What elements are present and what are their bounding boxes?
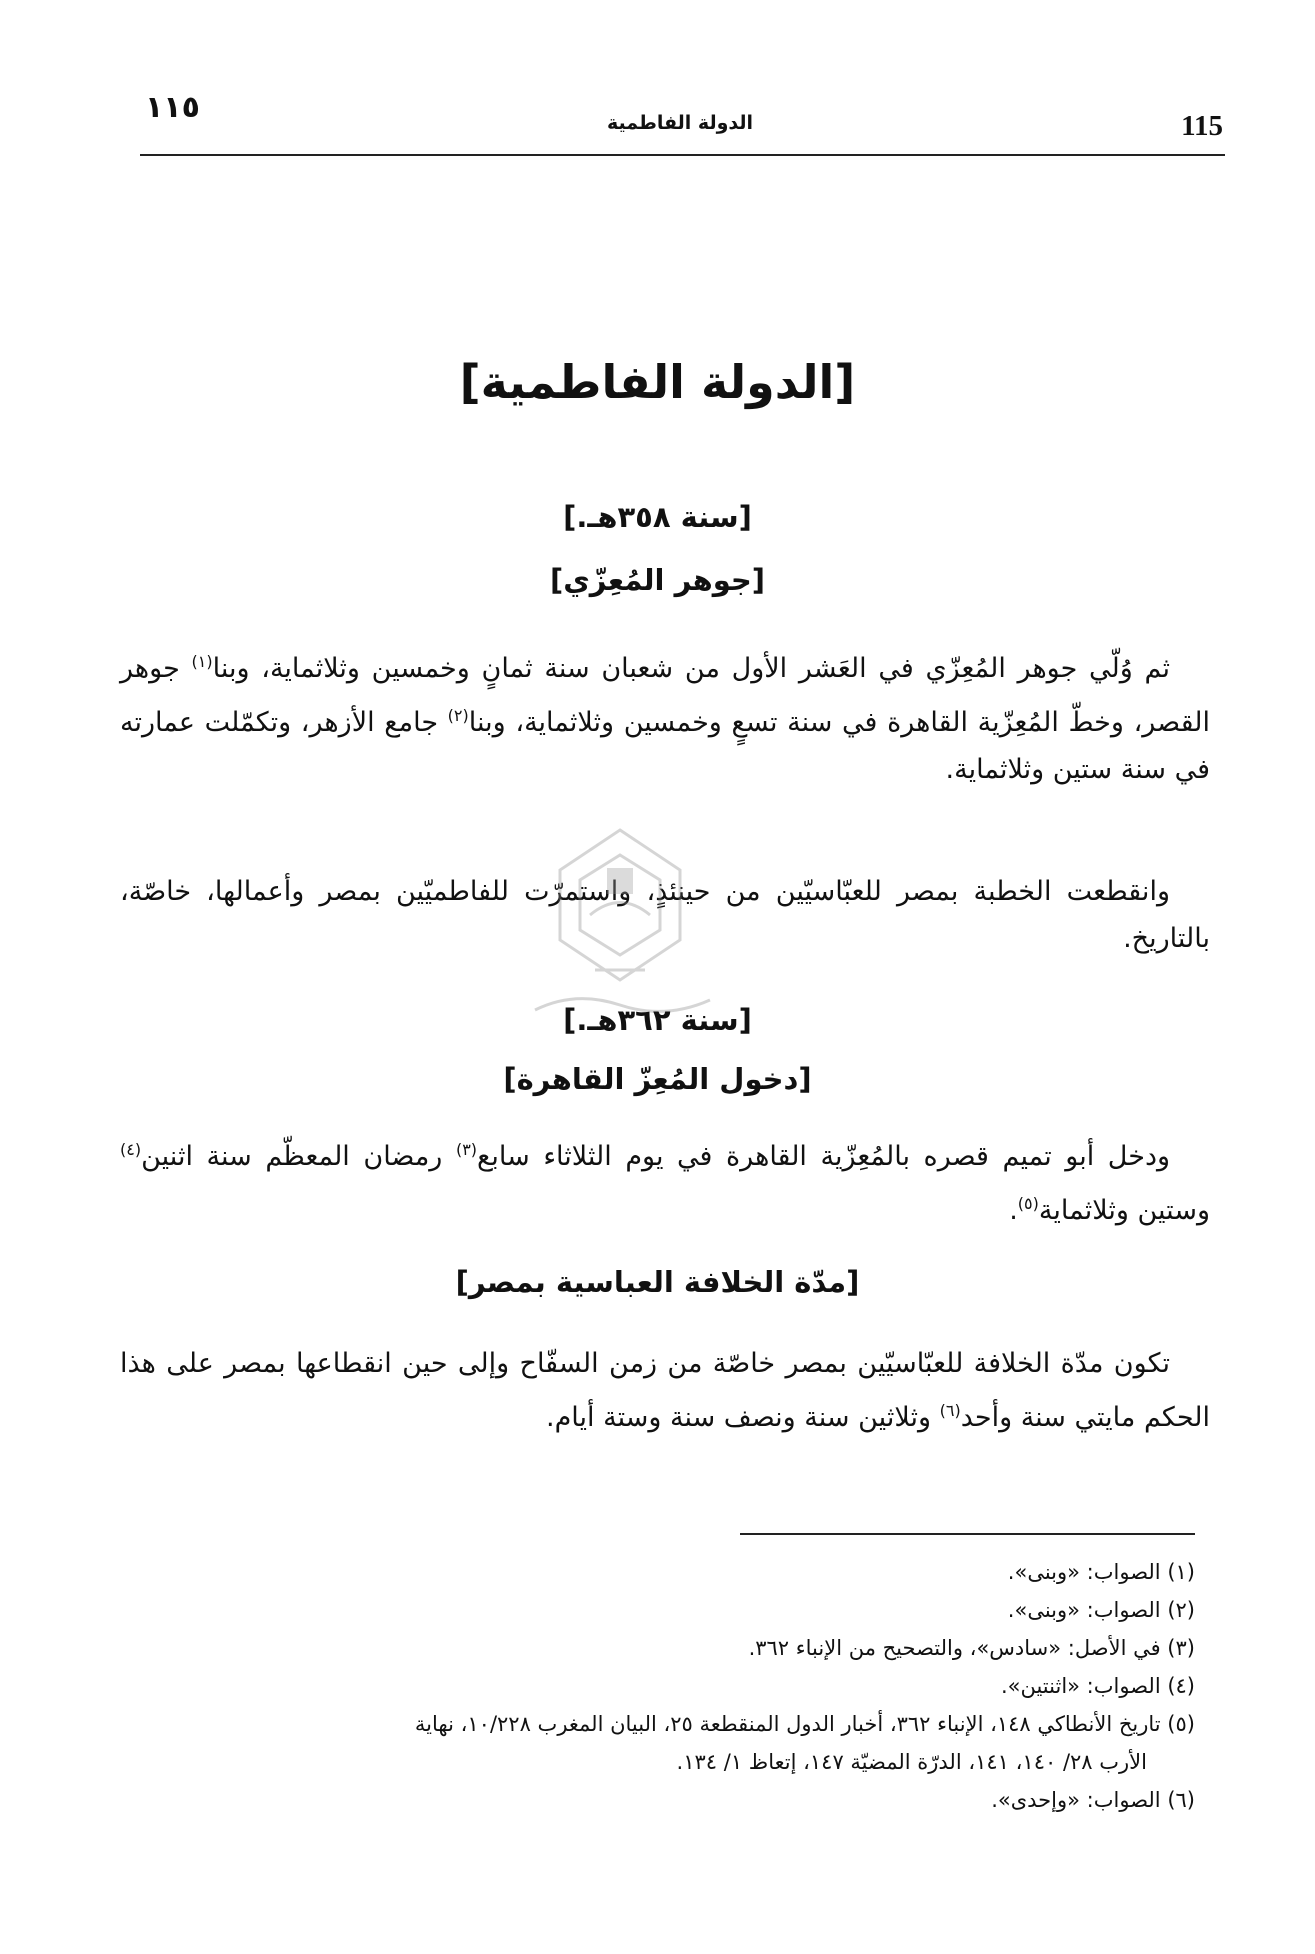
year-heading: [سنة ٣٦٢هـ.] — [563, 1003, 752, 1037]
section-heading: [جوهر المُعِزّي] — [549, 563, 766, 597]
section-heading: [مدّة الخلافة العباسية بمصر] — [455, 1265, 860, 1299]
paragraph — [120, 1340, 1210, 1441]
paragraph-text: تكون مدّة الخلافة للعبّاسيّين بمصر خاصّة من زمن السفّاح وإلى حين انقطاعها بمصر على هذا الحكم مايتي سنة وأحد — [120, 1348, 1210, 1433]
footnote-ref: (٣) — [455, 1140, 478, 1159]
paragraph-text: جوهر القصر، وخطّ المُعِزّية القاهرة في سنة تسعٍ وخمسين وثلاثماية، وبنا — [120, 653, 1210, 738]
section-heading: [دخول المُعِزّ القاهرة] — [503, 1062, 812, 1096]
page-number-arabic: ١١٥ — [145, 90, 200, 125]
footnote: (١) الصواب: «وبنى». — [1007, 1560, 1195, 1584]
paragraph-text: ودخل أبو تميم قصره بالمُعِزّية القاهرة في يوم الثلاثاء سابع — [477, 1141, 1171, 1172]
header-rule — [140, 154, 1225, 156]
paragraph — [120, 1126, 1210, 1234]
footnote-ref: (١) — [191, 652, 213, 671]
footnote: (٤) الصواب: «اثنتين». — [1000, 1674, 1195, 1698]
footnote: (٢) الصواب: «وبنى». — [1007, 1598, 1195, 1622]
paragraph-text: ثم وُلّي جوهر المُعِزّي في العَشر الأول من شعبان سنة ثمانٍ وخمسين وثلاثماية، وبنا — [212, 653, 1170, 684]
page-number-latin: 115 — [1181, 110, 1223, 142]
footnote-continuation: الأرب ٢٨/ ١٤٠، ١٤١، الدرّة المضيّة ١٤٧، إتعاظ ١/ ١٣٤. — [676, 1750, 1147, 1774]
year-heading: [سنة ٣٥٨هـ.] — [563, 500, 752, 534]
paragraph — [120, 638, 1210, 793]
library-seal-watermark — [505, 820, 735, 1030]
paragraph-text: وثلاثين سنة ونصف سنة وستة أيام. — [545, 1402, 932, 1433]
paragraph-text: رمضان المعظّم سنة اثنين — [141, 1141, 443, 1172]
footnote: (٣) في الأصل: «سادس»، والتصحيح من الإنباء ٣٦٢. — [748, 1636, 1195, 1660]
running-title: الدولة الفاطمية — [606, 112, 754, 134]
footnote-ref: (٤) — [120, 1140, 142, 1159]
paragraph-text: . — [1009, 1195, 1018, 1226]
footnote-rule — [740, 1533, 1195, 1535]
footnote-ref: (٦) — [939, 1401, 961, 1420]
footnote-ref: (٢) — [447, 706, 469, 725]
chapter-title: [الدولة الفاطمية] — [459, 355, 856, 409]
paragraph-text: وانقطعت الخطبة بمصر للعبّاسيّين من حينئذٍ، واستمرّت للفاطميّين بمصر وأعمالها، خاصّة، بالتاريخ. — [120, 876, 1210, 954]
footnote: (٥) تاريخ الأنطاكي ١٤٨، الإنباء ٣٦٢، أخبار الدول المنقطعة ٢٥، البيان المغرب ١٠/٢٢٨، نهاية — [414, 1712, 1195, 1736]
footnote-ref: (٥) — [1017, 1194, 1039, 1213]
footnotes — [105, 1553, 1195, 1819]
paragraph-text: جامع الأزهر، وتكمّلت عمارته في سنة ستين وثلاثماية. — [120, 707, 1210, 785]
paragraph-text: وستين وثلاثماية — [1038, 1195, 1210, 1226]
footnote: (٦) الصواب: «وإحدى». — [991, 1788, 1195, 1812]
